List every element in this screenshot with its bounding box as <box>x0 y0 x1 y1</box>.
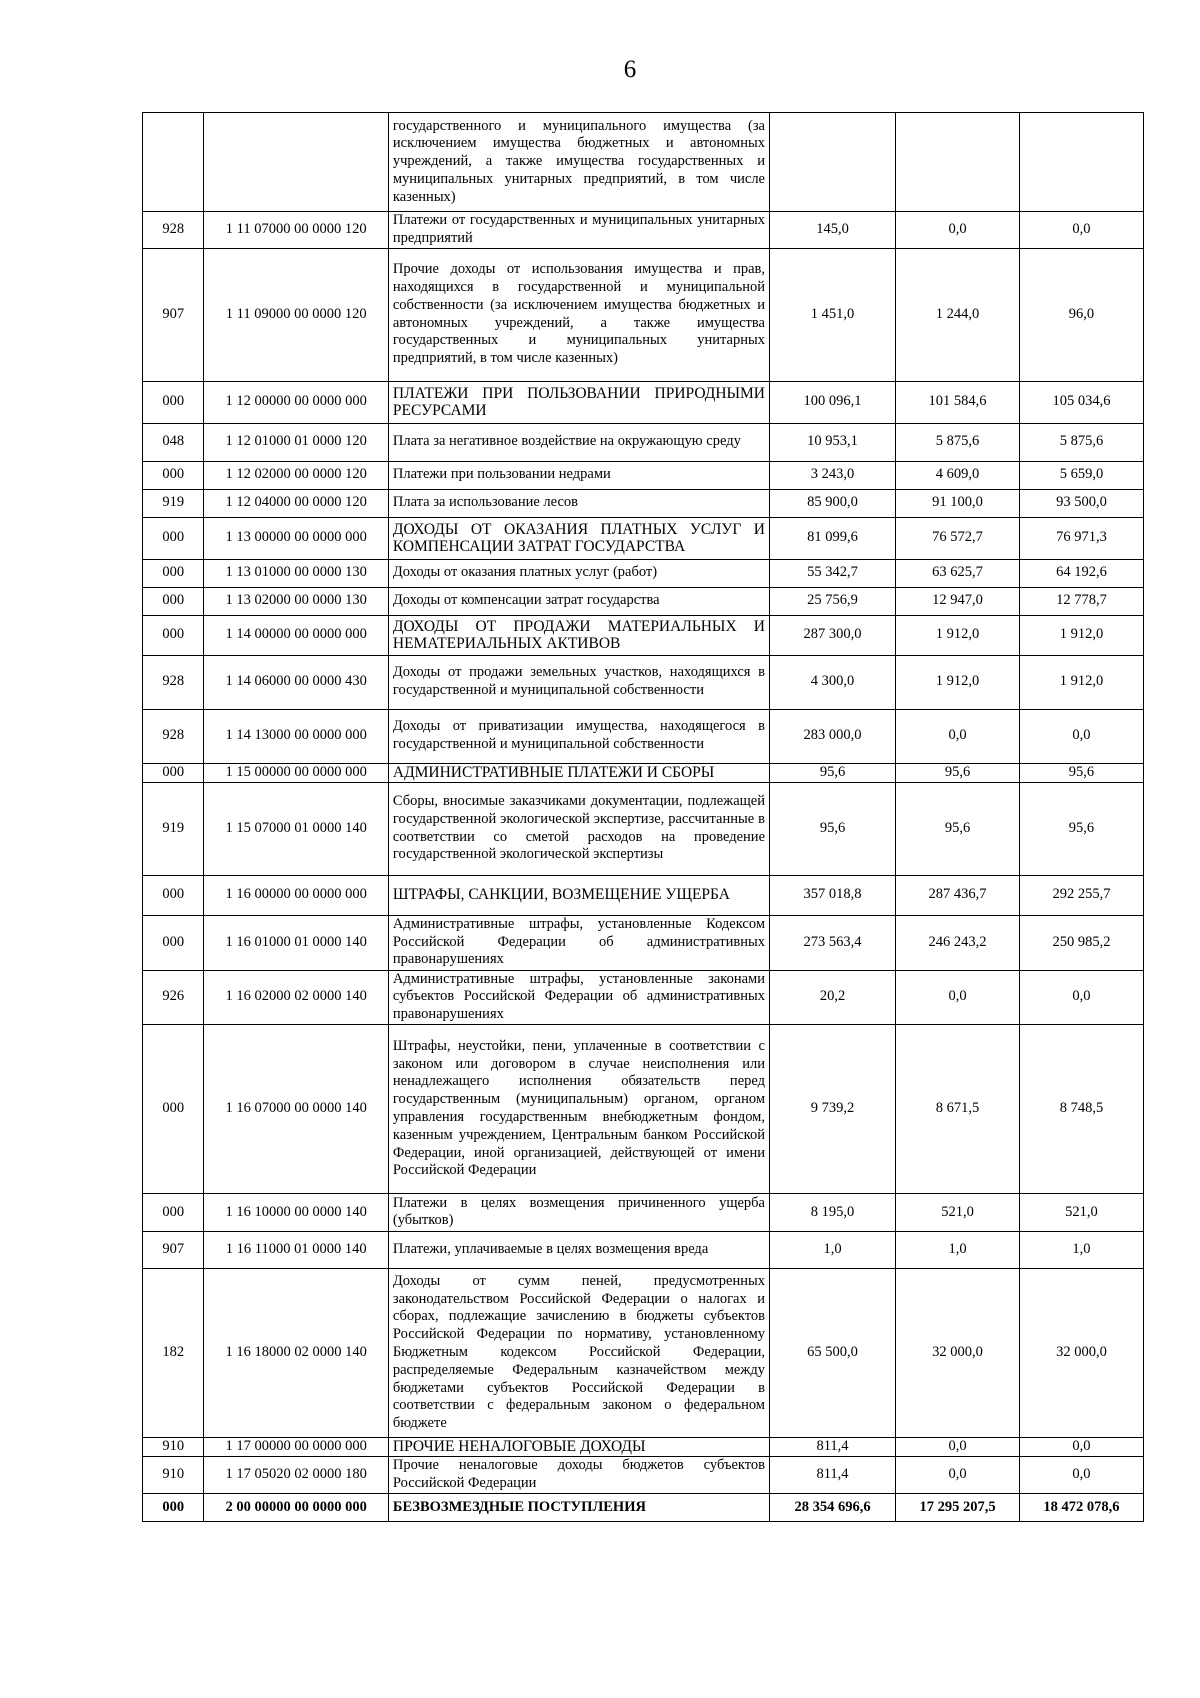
budget-code-cell: 1 11 09000 00 0000 120 <box>204 248 388 381</box>
table-row <box>143 212 1144 249</box>
amount-cell-2: 91 100,0 <box>896 489 1020 517</box>
budget-code-cell: 1 12 04000 00 0000 120 <box>204 489 388 517</box>
table-row <box>143 1268 1144 1437</box>
admin-code-cell: 000 <box>143 763 204 782</box>
table-row <box>143 1231 1144 1268</box>
amount-cell-2: 0,0 <box>896 1437 1020 1456</box>
amount-cell-1: 20,2 <box>770 970 896 1024</box>
table-row <box>143 1456 1144 1493</box>
amount-cell-1: 10 953,1 <box>770 423 896 461</box>
amount-cell-1: 55 342,7 <box>770 559 896 587</box>
revenue-name-cell: ДОХОДЫ ОТ ОКАЗАНИЯ ПЛАТНЫХ УСЛУГ И КОМПЕНСАЦИИ ЗАТРАТ ГОСУДАРСТВА <box>388 517 769 559</box>
revenue-name-cell: ПРОЧИЕ НЕНАЛОГОВЫЕ ДОХОДЫ <box>388 1437 769 1456</box>
admin-code-cell: 000 <box>143 1193 204 1231</box>
admin-code-cell: 000 <box>143 1024 204 1193</box>
admin-code-cell: 000 <box>143 587 204 615</box>
revenue-name-cell: БЕЗВОЗМЕЗДНЫЕ ПОСТУПЛЕНИЯ <box>388 1493 769 1521</box>
table-body <box>143 113 1144 1522</box>
admin-code-cell: 000 <box>143 915 204 970</box>
budget-code-cell: 1 15 07000 01 0000 140 <box>204 782 388 875</box>
revenue-name-cell: Административные штрафы, установленные законами субъектов Российской Федерации об административных правонарушениях <box>388 970 769 1024</box>
admin-code-cell: 907 <box>143 1231 204 1268</box>
amount-cell-1: 357 018,8 <box>770 875 896 915</box>
table-row <box>143 970 1144 1024</box>
amount-cell-1: 9 739,2 <box>770 1024 896 1193</box>
budget-code-cell: 1 14 13000 00 0000 000 <box>204 709 388 763</box>
budget-code-cell: 1 16 07000 00 0000 140 <box>204 1024 388 1193</box>
budget-code-cell: 1 14 00000 00 0000 000 <box>204 615 388 655</box>
amount-cell-3: 0,0 <box>1019 1456 1143 1493</box>
amount-cell-2: 0,0 <box>896 1456 1020 1493</box>
amount-cell-1: 8 195,0 <box>770 1193 896 1231</box>
amount-cell-3 <box>1019 113 1143 212</box>
revenue-name-cell: Доходы от сумм пеней, предусмотренных законодательством Российской Федерации о налогах и сборах, подлежащие зачислению в бюджеты субъектов Российской Федерации по нормативу, установленному Бюджетным кодексом Российской Федерации, распределяемые Федеральным казначейством между бюджетами субъектов Российской Федерации в соответствии с федеральным законом о федеральном бюджете <box>388 1268 769 1437</box>
table-row <box>143 1437 1144 1456</box>
revenue-table <box>142 112 1144 1522</box>
budget-code-cell: 1 16 00000 00 0000 000 <box>204 875 388 915</box>
budget-code-cell: 1 16 11000 01 0000 140 <box>204 1231 388 1268</box>
amount-cell-2: 1 912,0 <box>896 655 1020 709</box>
revenue-name-cell: ШТРАФЫ, САНКЦИИ, ВОЗМЕЩЕНИЕ УЩЕРБА <box>388 875 769 915</box>
admin-code-cell: 910 <box>143 1437 204 1456</box>
revenue-name-cell: ПЛАТЕЖИ ПРИ ПОЛЬЗОВАНИИ ПРИРОДНЫМИ РЕСУРСАМИ <box>388 381 769 423</box>
amount-cell-2: 1 912,0 <box>896 615 1020 655</box>
table-row <box>143 915 1144 970</box>
budget-code-cell: 1 12 02000 00 0000 120 <box>204 461 388 489</box>
revenue-name-cell: ДОХОДЫ ОТ ПРОДАЖИ МАТЕРИАЛЬНЫХ И НЕМАТЕРИАЛЬНЫХ АКТИВОВ <box>388 615 769 655</box>
amount-cell-2: 0,0 <box>896 212 1020 249</box>
amount-cell-2: 8 671,5 <box>896 1024 1020 1193</box>
budget-code-cell: 1 13 02000 00 0000 130 <box>204 587 388 615</box>
table-row <box>143 615 1144 655</box>
table-row <box>143 423 1144 461</box>
amount-cell-1: 811,4 <box>770 1437 896 1456</box>
revenue-name-cell: Платежи, уплачиваемые в целях возмещения вреда <box>388 1231 769 1268</box>
revenue-name-cell: Платежи от государственных и муниципальных унитарных предприятий <box>388 212 769 249</box>
amount-cell-3: 93 500,0 <box>1019 489 1143 517</box>
revenue-name-cell: АДМИНИСТРАТИВНЫЕ ПЛАТЕЖИ И СБОРЫ <box>388 763 769 782</box>
admin-code-cell: 048 <box>143 423 204 461</box>
amount-cell-3: 18 472 078,6 <box>1019 1493 1143 1521</box>
amount-cell-1: 85 900,0 <box>770 489 896 517</box>
amount-cell-2 <box>896 113 1020 212</box>
amount-cell-1: 95,6 <box>770 782 896 875</box>
amount-cell-3: 96,0 <box>1019 248 1143 381</box>
amount-cell-1: 811,4 <box>770 1456 896 1493</box>
admin-code-cell: 907 <box>143 248 204 381</box>
page-number: 6 <box>623 56 637 83</box>
amount-cell-2: 4 609,0 <box>896 461 1020 489</box>
amount-cell-1: 273 563,4 <box>770 915 896 970</box>
admin-code-cell: 919 <box>143 489 204 517</box>
admin-code-cell: 000 <box>143 517 204 559</box>
amount-cell-1: 1 451,0 <box>770 248 896 381</box>
amount-cell-1: 4 300,0 <box>770 655 896 709</box>
revenue-name-cell: Прочие доходы от использования имущества и прав, находящихся в государственной и муниципальной собственности (за исключением имущества бюджетных и автономных учреждений, а также имущества государственных и муниципальных унитарных предприятий, в том числе казенных) <box>388 248 769 381</box>
admin-code-cell: 928 <box>143 709 204 763</box>
budget-code-cell: 1 11 07000 00 0000 120 <box>204 212 388 249</box>
table-row <box>143 559 1144 587</box>
revenue-name-cell: Доходы от компенсации затрат государства <box>388 587 769 615</box>
revenue-name-cell: Прочие неналоговые доходы бюджетов субъектов Российской Федерации <box>388 1456 769 1493</box>
table-row <box>143 248 1144 381</box>
amount-cell-2: 17 295 207,5 <box>896 1493 1020 1521</box>
amount-cell-3: 250 985,2 <box>1019 915 1143 970</box>
table-row <box>143 709 1144 763</box>
budget-code-cell: 1 16 02000 02 0000 140 <box>204 970 388 1024</box>
amount-cell-2: 521,0 <box>896 1193 1020 1231</box>
amount-cell-3: 5 875,6 <box>1019 423 1143 461</box>
amount-cell-2: 76 572,7 <box>896 517 1020 559</box>
amount-cell-3: 0,0 <box>1019 970 1143 1024</box>
amount-cell-1: 28 354 696,6 <box>770 1493 896 1521</box>
amount-cell-3: 76 971,3 <box>1019 517 1143 559</box>
amount-cell-2: 101 584,6 <box>896 381 1020 423</box>
admin-code-cell: 000 <box>143 1493 204 1521</box>
amount-cell-3: 95,6 <box>1019 782 1143 875</box>
budget-code-cell: 2 00 00000 00 0000 000 <box>204 1493 388 1521</box>
table-row <box>143 381 1144 423</box>
amount-cell-1: 65 500,0 <box>770 1268 896 1437</box>
table-row <box>143 489 1144 517</box>
revenue-name-cell: Доходы от приватизации имущества, находящегося в государственной и муниципальной собственности <box>388 709 769 763</box>
budget-code-cell: 1 12 00000 00 0000 000 <box>204 381 388 423</box>
amount-cell-2: 1 244,0 <box>896 248 1020 381</box>
table-row <box>143 461 1144 489</box>
amount-cell-3: 292 255,7 <box>1019 875 1143 915</box>
revenue-name-cell: Доходы от продажи земельных участков, находящихся в государственной и муниципальной собственности <box>388 655 769 709</box>
amount-cell-1: 25 756,9 <box>770 587 896 615</box>
amount-cell-1: 287 300,0 <box>770 615 896 655</box>
amount-cell-3: 95,6 <box>1019 763 1143 782</box>
amount-cell-2: 246 243,2 <box>896 915 1020 970</box>
admin-code-cell: 000 <box>143 559 204 587</box>
revenue-name-cell: государственного и муниципального имущества (за исключением имущества бюджетных и автономных учреждений, а также имущества государственных и муниципальных унитарных предприятий, в том числе казенных) <box>388 113 769 212</box>
revenue-name-cell: Плата за негативное воздействие на окружающую среду <box>388 423 769 461</box>
table-row <box>143 517 1144 559</box>
revenue-name-cell: Сборы, вносимые заказчиками документации, подлежащей государственной экологической экспертизе, рассчитанные в соответствии со сметой расходов на проведение государственной экологической экспертизы <box>388 782 769 875</box>
amount-cell-1: 81 099,6 <box>770 517 896 559</box>
amount-cell-2: 1,0 <box>896 1231 1020 1268</box>
admin-code-cell: 000 <box>143 381 204 423</box>
admin-code-cell: 910 <box>143 1456 204 1493</box>
admin-code-cell: 926 <box>143 970 204 1024</box>
revenue-name-cell: Плата за использование лесов <box>388 489 769 517</box>
admin-code-cell: 928 <box>143 655 204 709</box>
admin-code-cell: 182 <box>143 1268 204 1437</box>
amount-cell-2: 0,0 <box>896 709 1020 763</box>
amount-cell-3: 32 000,0 <box>1019 1268 1143 1437</box>
table-row <box>143 782 1144 875</box>
amount-cell-3: 0,0 <box>1019 709 1143 763</box>
revenue-name-cell: Платежи в целях возмещения причиненного ущерба (убытков) <box>388 1193 769 1231</box>
amount-cell-2: 287 436,7 <box>896 875 1020 915</box>
table-row <box>143 655 1144 709</box>
budget-code-cell: 1 17 00000 00 0000 000 <box>204 1437 388 1456</box>
admin-code-cell: 000 <box>143 875 204 915</box>
amount-cell-1 <box>770 113 896 212</box>
revenue-name-cell: Платежи при пользовании недрами <box>388 461 769 489</box>
budget-code-cell: 1 13 01000 00 0000 130 <box>204 559 388 587</box>
admin-code-cell <box>143 113 204 212</box>
budget-code-cell <box>204 113 388 212</box>
amount-cell-2: 95,6 <box>896 782 1020 875</box>
amount-cell-3: 1,0 <box>1019 1231 1143 1268</box>
amount-cell-1: 3 243,0 <box>770 461 896 489</box>
budget-code-cell: 1 16 01000 01 0000 140 <box>204 915 388 970</box>
amount-cell-1: 95,6 <box>770 763 896 782</box>
amount-cell-2: 63 625,7 <box>896 559 1020 587</box>
budget-code-cell: 1 17 05020 02 0000 180 <box>204 1456 388 1493</box>
revenue-name-cell: Административные штрафы, установленные Кодексом Российской Федерации об административных правонарушениях <box>388 915 769 970</box>
admin-code-cell: 919 <box>143 782 204 875</box>
budget-code-cell: 1 12 01000 01 0000 120 <box>204 423 388 461</box>
admin-code-cell: 928 <box>143 212 204 249</box>
amount-cell-3: 521,0 <box>1019 1193 1143 1231</box>
amount-cell-2: 32 000,0 <box>896 1268 1020 1437</box>
table-row <box>143 113 1144 212</box>
amount-cell-3: 8 748,5 <box>1019 1024 1143 1193</box>
amount-cell-3: 5 659,0 <box>1019 461 1143 489</box>
amount-cell-3: 0,0 <box>1019 1437 1143 1456</box>
table-row <box>143 1024 1144 1193</box>
budget-code-cell: 1 14 06000 00 0000 430 <box>204 655 388 709</box>
amount-cell-3: 1 912,0 <box>1019 615 1143 655</box>
amount-cell-1: 1,0 <box>770 1231 896 1268</box>
amount-cell-2: 0,0 <box>896 970 1020 1024</box>
amount-cell-3: 1 912,0 <box>1019 655 1143 709</box>
budget-code-cell: 1 16 10000 00 0000 140 <box>204 1193 388 1231</box>
amount-cell-1: 283 000,0 <box>770 709 896 763</box>
amount-cell-1: 145,0 <box>770 212 896 249</box>
amount-cell-2: 95,6 <box>896 763 1020 782</box>
budget-code-cell: 1 13 00000 00 0000 000 <box>204 517 388 559</box>
amount-cell-3: 64 192,6 <box>1019 559 1143 587</box>
table-row <box>143 587 1144 615</box>
table-row <box>143 763 1144 782</box>
amount-cell-3: 105 034,6 <box>1019 381 1143 423</box>
admin-code-cell: 000 <box>143 461 204 489</box>
table-row-total <box>143 1493 1144 1521</box>
budget-code-cell: 1 15 00000 00 0000 000 <box>204 763 388 782</box>
amount-cell-3: 0,0 <box>1019 212 1143 249</box>
amount-cell-3: 12 778,7 <box>1019 587 1143 615</box>
amount-cell-2: 5 875,6 <box>896 423 1020 461</box>
revenue-name-cell: Штрафы, неустойки, пени, уплаченные в соответствии с законом или договором в случае неисполнения или ненадлежащего исполнения обязательств перед государственным (муниципальным) органом, органом управления государственным внебюджетным фондом, казенным учреждением, Центральным банком Российской Федерации, иной организацией, действующей от имени Российской Федерации <box>388 1024 769 1193</box>
amount-cell-2: 12 947,0 <box>896 587 1020 615</box>
table-row <box>143 875 1144 915</box>
budget-code-cell: 1 16 18000 02 0000 140 <box>204 1268 388 1437</box>
revenue-name-cell: Доходы от оказания платных услуг (работ) <box>388 559 769 587</box>
admin-code-cell: 000 <box>143 615 204 655</box>
amount-cell-1: 100 096,1 <box>770 381 896 423</box>
table-row <box>143 1193 1144 1231</box>
